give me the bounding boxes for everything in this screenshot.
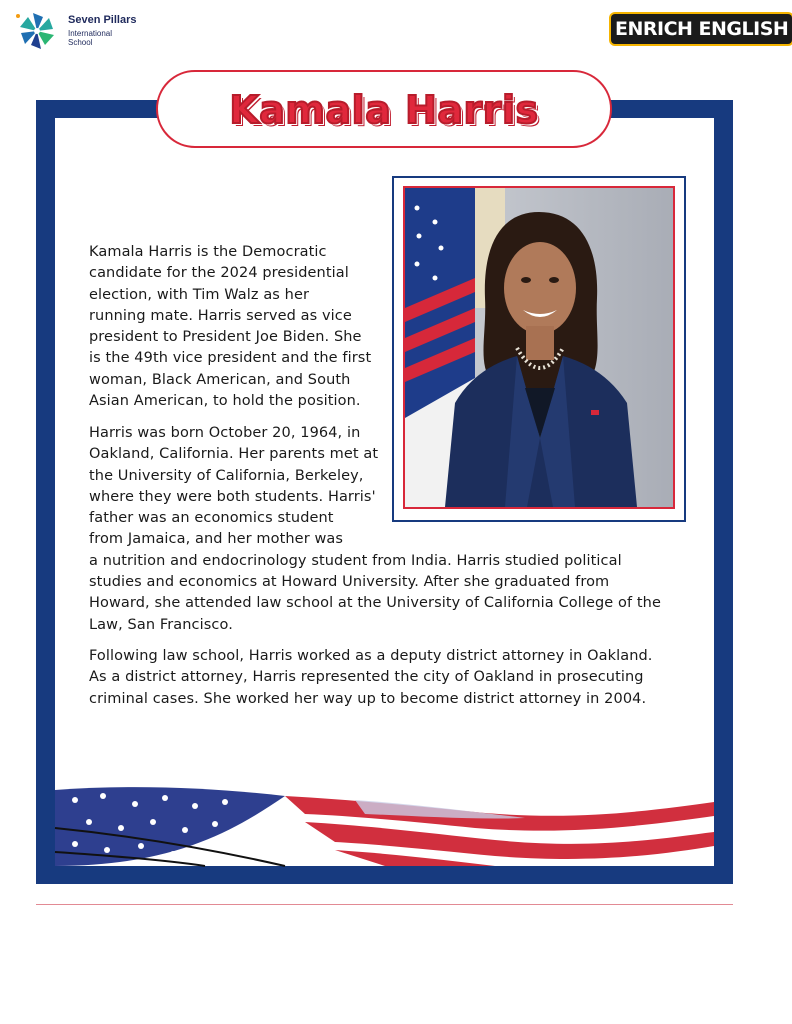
page-title: Kamala Harris xyxy=(229,88,539,132)
text-line: election, with Tim Walz as her xyxy=(89,286,310,303)
text-line: As a district attorney, Harris represented the city of Oakland in prosecuting xyxy=(89,669,644,686)
text-line: Kamala Harris is the Democratic xyxy=(89,244,327,260)
seven-pillars-logo-icon xyxy=(14,10,60,52)
text-line: the University of California, Berkeley, xyxy=(89,467,364,484)
text-line: criminal cases. She worked her way up to become district attorney in 2004. xyxy=(89,690,647,707)
enrich-english-logo-icon xyxy=(611,14,789,48)
text-line: Law, San Francisco. xyxy=(89,616,233,633)
text-line: woman, Black American, and South xyxy=(89,371,351,388)
paragraph-career xyxy=(89,646,689,710)
brand-logo-text: ENRICH ENGLISH xyxy=(611,14,792,44)
school-logo xyxy=(12,8,142,54)
text-line: from Jamaica, and her mother was xyxy=(89,531,344,548)
text-line: Howard, she attended law school at the University of California College of the xyxy=(89,595,661,612)
text-line: Oakland, California. Her parents met at xyxy=(89,446,379,463)
school-name-sub1: International School xyxy=(68,29,113,47)
text-line: a nutrition and endocrinology student from India. Harris studied political xyxy=(89,552,622,569)
paragraph-early-life xyxy=(89,423,689,636)
text-line: where they were both students. Harris' xyxy=(89,488,376,505)
title-banner xyxy=(156,70,612,148)
us-flag-banner xyxy=(55,770,714,866)
text-line: Asian American, to hold the position. xyxy=(89,393,361,410)
text-line: father was an economics student xyxy=(89,510,334,527)
text-line: studies and economics at Howard University. After she graduated from xyxy=(89,574,610,591)
footer-divider xyxy=(36,904,733,905)
text-line: Following law school, Harris worked as a deputy district attorney in Oakland. xyxy=(89,648,653,664)
text-line: is the 49th vice president and the first xyxy=(89,350,372,367)
school-name: Seven Pillars xyxy=(68,14,137,26)
text-line: candidate for the 2024 presidential xyxy=(89,265,349,282)
text-line: president to President Joe Biden. She xyxy=(89,329,362,346)
paragraph-intro xyxy=(89,242,384,412)
text-line: Harris was born October 20, 1964, in xyxy=(89,425,361,441)
text-line: running mate. Harris served as vice xyxy=(89,307,352,324)
